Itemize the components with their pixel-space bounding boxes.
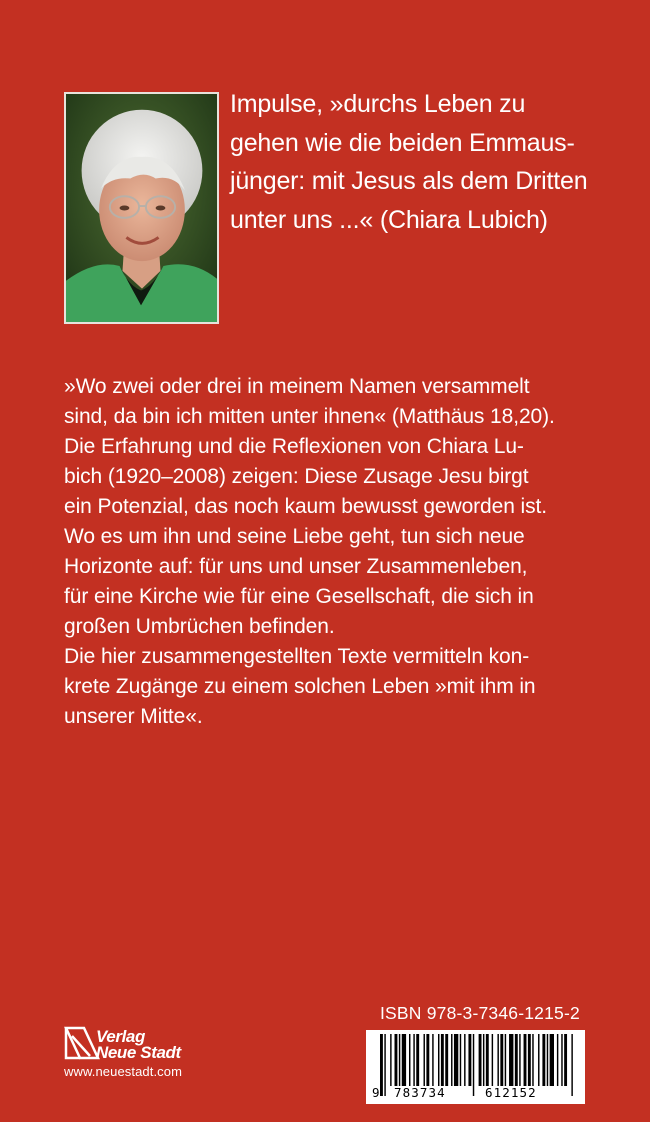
- barcode-bar: [515, 1034, 518, 1086]
- isbn-label: ISBN 978-3-7346-1215-2: [380, 1003, 580, 1023]
- barcode-bar: [424, 1034, 425, 1086]
- blurb-line: unserer Mitte«.: [64, 705, 203, 728]
- barcode-bar: [426, 1034, 429, 1086]
- barcode-bar: [409, 1034, 410, 1086]
- barcode-bar: [399, 1034, 400, 1086]
- barcode-bar: [454, 1034, 458, 1086]
- barcode-digits-left: 783734: [394, 1085, 446, 1100]
- barcode-bar: [464, 1034, 465, 1086]
- quote-line: Impulse, »durchs Leben zu: [230, 90, 526, 118]
- barcode-bar: [479, 1034, 482, 1086]
- barcode-bar: [432, 1034, 433, 1086]
- barcode-bar: [505, 1034, 506, 1086]
- author-portrait: [64, 92, 219, 324]
- portrait-image: [66, 94, 217, 322]
- barcode-bar: [460, 1034, 461, 1086]
- barcode-bar: [413, 1034, 414, 1086]
- blurb-line: bich (1920–2008) zeigen: Diese Zusage Jesu birgt: [64, 465, 529, 488]
- barcode-digit-first: 9: [372, 1085, 381, 1100]
- barcode-bar: [451, 1034, 452, 1086]
- barcode-bar: [528, 1034, 531, 1086]
- blurb-text: [64, 372, 584, 732]
- barcode-bar: [519, 1034, 520, 1086]
- barcode-bar: [500, 1034, 503, 1086]
- publisher-website: www.neuestadt.com: [64, 1064, 183, 1079]
- barcode-bar: [524, 1034, 527, 1086]
- barcode-bar: [438, 1034, 439, 1086]
- publisher-name-line1: Verlag: [96, 1027, 145, 1046]
- blurb-line: krete Zugänge zu einem solchen Leben »mit ihm in: [64, 675, 536, 698]
- publisher-mark-icon: [64, 1024, 100, 1062]
- blurb-line: Die hier zusammengestellten Texte vermitteln kon-: [64, 645, 530, 668]
- barcode-bar: [402, 1034, 406, 1086]
- blurb-line: ein Potenzial, das noch kaum bewusst geworden ist.: [64, 495, 547, 518]
- barcode-bar: [445, 1034, 448, 1086]
- barcode-bar: [497, 1034, 498, 1086]
- barcode-bar: [492, 1034, 493, 1086]
- quote-line: jünger: mit Jesus als dem Dritten: [230, 167, 588, 195]
- publisher-logo: [64, 1022, 234, 1082]
- barcode-bar: [557, 1034, 558, 1086]
- blurb-line: Wo es um ihn und seine Liebe geht, tun sich neue: [64, 525, 525, 548]
- barcode-bar: [441, 1034, 444, 1086]
- barcode-bar: [550, 1034, 554, 1086]
- blurb-line: »Wo zwei oder drei in meinem Namen versammelt: [64, 375, 530, 398]
- barcode-bar: [390, 1034, 391, 1086]
- barcode-bar: [571, 1034, 572, 1096]
- barcode-bar: [468, 1034, 471, 1086]
- barcode-bar: [384, 1034, 385, 1096]
- barcode-bar: [416, 1034, 419, 1086]
- quote-line: unter uns ...« (Chiara Lubich): [230, 205, 548, 234]
- barcode: [366, 1030, 585, 1104]
- barcode-bar: [509, 1034, 513, 1086]
- barcode-bar: [547, 1034, 548, 1086]
- barcode-bar: [561, 1034, 562, 1086]
- blurb-line: Die Erfahrung und die Reflexionen von Chiara Lu-: [64, 435, 524, 458]
- barcode-bar: [483, 1034, 484, 1086]
- barcode-bar: [564, 1034, 567, 1086]
- barcode-bar: [473, 1034, 474, 1096]
- blurb-line: Horizonte auf: für uns und unser Zusammenleben,: [64, 555, 528, 578]
- barcode-digits-right: 612152: [485, 1085, 537, 1100]
- author-quote: [230, 85, 630, 239]
- blurb-line: für eine Kirche wie für eine Gesellschaft, die sich in: [64, 585, 534, 608]
- blurb-line: großen Umbrüchen befinden.: [64, 615, 335, 638]
- blurb-line: sind, da bin ich mitten unter ihnen« (Matthäus 18,20).: [64, 405, 555, 428]
- barcode-bar: [395, 1034, 398, 1086]
- publisher-name-line2: Neue Stadt: [96, 1043, 181, 1062]
- barcode-bar: [532, 1034, 533, 1086]
- barcode-bar: [538, 1034, 539, 1086]
- quote-line: gehen wie die beiden Emmaus-: [230, 128, 575, 157]
- barcode-bar: [542, 1034, 545, 1086]
- barcode-bar: [486, 1034, 489, 1086]
